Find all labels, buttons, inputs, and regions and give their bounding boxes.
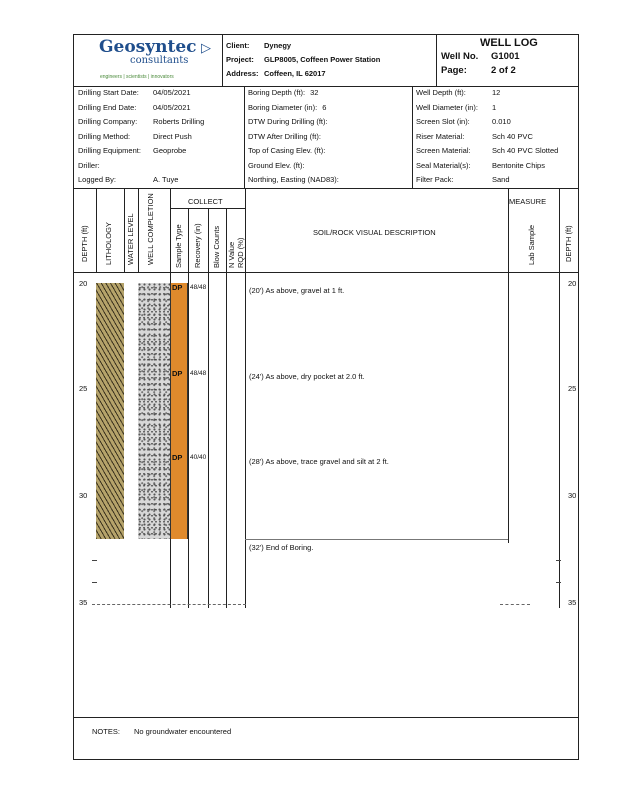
detail-label: Northing, Easting (NAD83): (248, 175, 339, 184)
depth-tick (556, 560, 561, 561)
col-divider (96, 188, 97, 272)
col-divider (559, 188, 560, 608)
detail-value: 32 (310, 88, 319, 97)
depth-35-line (92, 604, 246, 605)
column-header-divider (73, 272, 579, 273)
project-value: GLP8005, Coffeen Power Station (264, 55, 381, 64)
detail-label: Drilling Method: (78, 131, 131, 141)
detail-value: Sch 40 PVC Slotted (492, 146, 559, 155)
detail-label: Ground Elev. (ft): (248, 160, 305, 170)
sample-type: DP (172, 369, 183, 378)
project-label: Project: (226, 55, 254, 64)
detail-label: DTW During Drilling (ft): (248, 117, 328, 126)
header-vdivider-1 (222, 34, 223, 86)
depth-tick (92, 582, 97, 583)
detail-value: 04/05/2021 (153, 102, 191, 112)
depth-right-header: DEPTH (ft) (564, 225, 573, 262)
depth-label-left: 20 (79, 279, 88, 288)
company-name: Geosyntec (99, 37, 197, 57)
detail-label: DTW After Drilling (ft): (248, 131, 321, 141)
well-no-value: G1001 (491, 51, 520, 62)
sample-interval-bar (170, 283, 188, 539)
company-tagline: engineers | scientists | innovators (100, 74, 174, 80)
detail-label: Screen Slot (in): (416, 117, 470, 126)
depth-label-right: 25 (568, 384, 577, 393)
detail-label: Drilling Start Date: (78, 88, 139, 97)
detail-value: Roberts Drilling (153, 117, 205, 126)
detail-value: A. Tuye (153, 175, 179, 184)
sample-recovery: 48/48 (190, 370, 207, 377)
col-divider (124, 188, 125, 272)
col-divider (508, 188, 509, 543)
detail-value: 04/05/2021 (153, 88, 191, 97)
sample-recovery: 48/48 (190, 284, 207, 291)
details-column-1 (78, 88, 205, 190)
depth-label-right: 35 (568, 598, 577, 607)
detail-label: Logged By: (78, 175, 116, 184)
detail-label: Filter Pack: (416, 175, 454, 184)
details-column-3 (416, 88, 559, 190)
detail-value: Sch 40 PVC (492, 131, 533, 141)
col-divider (226, 208, 227, 608)
depth-tick (556, 582, 561, 583)
header-divider (73, 86, 579, 87)
description-header: SOIL/ROCK VISUAL DESCRIPTION (313, 228, 436, 237)
detail-label: Boring Depth (ft): (248, 88, 306, 97)
description-entry: (20') As above, gravel at 1 ft. (249, 286, 345, 295)
depth-label-left: 35 (79, 598, 88, 607)
header-vdivider-2 (436, 34, 437, 86)
collect-header: COLLECT (188, 197, 223, 206)
description-entry: (32') End of Boring. (249, 543, 314, 552)
detail-value: Direct Push (153, 131, 192, 141)
col-divider (138, 188, 139, 272)
page-label: Page: (441, 65, 467, 76)
well-no-label: Well No. (441, 51, 479, 62)
sample-type: DP (172, 453, 183, 462)
detail-label: Drilling Equipment: (78, 146, 141, 155)
lithology-fill (96, 283, 124, 539)
description-entry: (24') As above, dry pocket at 2.0 ft. (249, 372, 365, 381)
details-vdivider-1 (244, 86, 245, 188)
notes-divider (73, 717, 579, 718)
notes-label: NOTES: (92, 727, 120, 736)
col-divider (188, 208, 189, 608)
detail-value: 1 (492, 102, 497, 112)
blow-counts-header: Blow Counts (212, 225, 221, 268)
description-entry: (28') As above, trace gravel and silt at 2 ft. (249, 457, 389, 466)
notes-text: No groundwater encountered (134, 727, 232, 736)
detail-label: Drilling End Date: (78, 102, 137, 112)
detail-value: Bentonite Chips (492, 160, 545, 170)
address-label: Address: (226, 69, 259, 78)
sample-recovery: 40/40 (190, 454, 207, 461)
depth-label-right: 20 (568, 279, 577, 288)
rqd-header: RQD (%) (236, 237, 245, 268)
depth-label-right: 30 (568, 491, 577, 500)
address-value: Coffeen, IL 62017 (264, 69, 326, 78)
details-vdivider-2 (412, 86, 413, 188)
detail-label: Screen Material: (416, 146, 471, 155)
detail-label: Well Depth (ft): (416, 88, 466, 97)
detail-label: Driller: (78, 160, 100, 170)
client-label: Client: (226, 41, 250, 50)
detail-label: Seal Material(s): (416, 160, 471, 170)
depth-label-left: 25 (79, 384, 88, 393)
log-title: WELL LOG (480, 37, 538, 49)
detail-label: Drilling Company: (78, 117, 138, 126)
detail-label: Top of Casing Elev. (ft): (248, 146, 326, 155)
well-completion-header: WELL COMPLETION (146, 193, 155, 265)
depth-label-left: 30 (79, 491, 88, 500)
detail-value: 6 (322, 102, 327, 112)
col-divider (245, 188, 246, 608)
company-logo (99, 37, 211, 57)
detail-value: 0.010 (492, 117, 511, 126)
detail-value: Sand (492, 175, 510, 184)
detail-value: 12 (492, 88, 501, 97)
end-of-boring-line (245, 539, 508, 540)
well-completion-fill (138, 283, 170, 539)
lithology-header: LITHOLOGY (104, 222, 113, 265)
depth-tick (92, 560, 97, 561)
recovery-header: Recovery (in) (193, 223, 202, 268)
page-value: 2 of 2 (491, 65, 516, 76)
depth-header: DEPTH (ft) (80, 225, 89, 262)
n-value-header: N Value (227, 241, 236, 268)
col-divider (208, 208, 209, 608)
depth-35-line-right (500, 604, 530, 605)
details-column-2 (248, 88, 344, 190)
detail-label: Boring Diameter (in): (248, 102, 318, 112)
sample-type: DP (172, 283, 183, 292)
client-value: Dynegy (264, 41, 292, 50)
company-sub: consultants (130, 55, 189, 66)
logo-arrow-icon: ▷ (200, 40, 211, 55)
water-level-header: WATER LEVEL (126, 213, 135, 265)
detail-label: Riser Material: (416, 131, 465, 141)
detail-label: Well Diameter (in): (416, 102, 478, 112)
lab-sample-header: Lab Sample (527, 224, 536, 265)
measure-header: MEASURE (509, 197, 547, 206)
sample-type-header: Sample Type (174, 224, 183, 268)
detail-value: Geoprobe (153, 146, 187, 155)
